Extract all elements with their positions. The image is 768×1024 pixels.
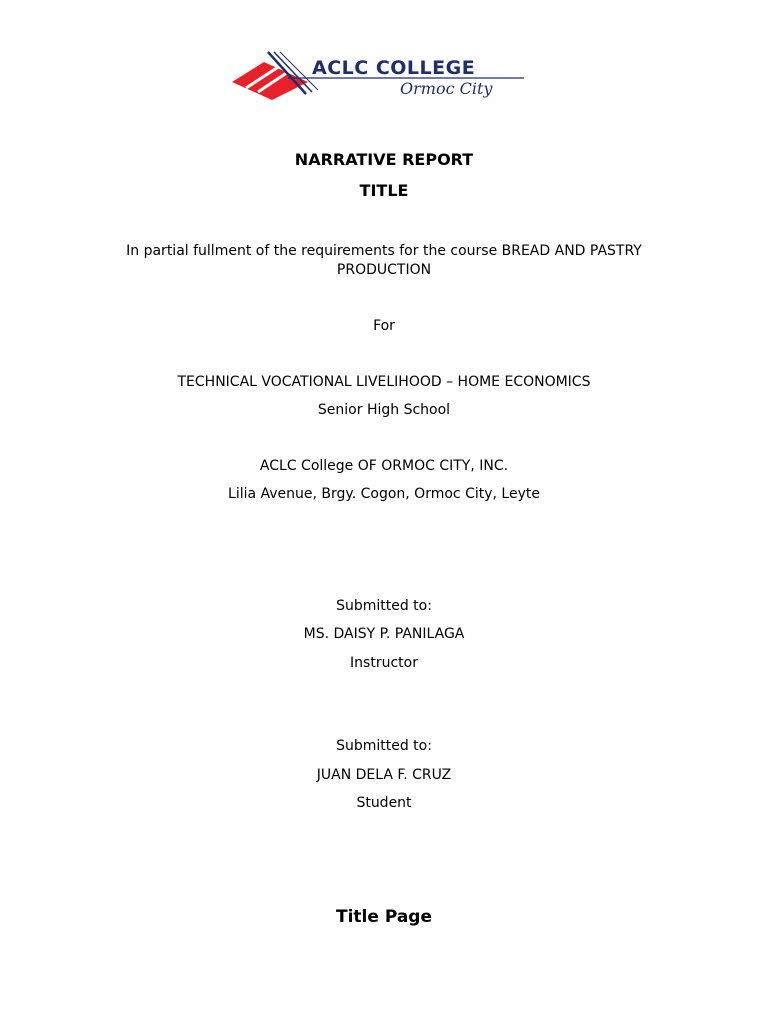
report-title-placeholder: TITLE (359, 181, 409, 200)
aclc-logo-graphic (228, 48, 538, 106)
aclc-college-logo (228, 48, 538, 106)
submitted-to-label: Submitted to: (336, 598, 432, 614)
purpose-statement: In partial fullment of the requirements for the course BREAD AND PASTRY PRODUCTION (126, 243, 642, 278)
logo-red-diamond (232, 62, 308, 100)
student-role: Student (356, 795, 412, 811)
logo-college-name: ACLC COLLEGE (312, 57, 476, 79)
title-page-caption: Title Page (336, 907, 432, 927)
instructor-role: Instructor (350, 655, 418, 671)
student-name: JUAN DELA F. CRUZ (316, 767, 452, 783)
school-name: ACLC College OF ORMOC CITY, INC. (259, 458, 509, 474)
school-address: Lilia Avenue, Brgy. Cogon, Ormoc City, Leyte (228, 486, 540, 502)
instructor-name: MS. DAISY P. PANILAGA (303, 626, 465, 642)
submitted-by-label: Submitted to: (336, 738, 432, 754)
strand-level: Senior High School (317, 402, 451, 418)
strand-name: TECHNICAL VOCATIONAL LIVELIHOOD – HOME ECONOMICS (177, 374, 591, 390)
logo-city-script: Ormoc City (400, 79, 493, 98)
report-heading: NARRATIVE REPORT (294, 150, 474, 169)
for-label: For (373, 318, 395, 334)
